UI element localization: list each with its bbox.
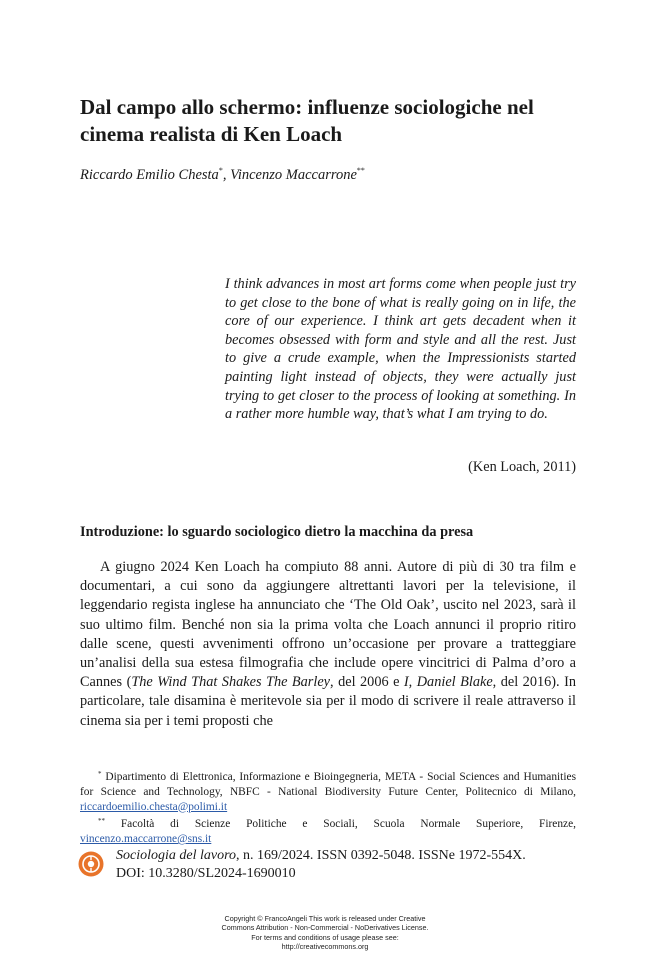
footnote-affiliation-1 bbox=[80, 767, 576, 814]
author-line bbox=[80, 166, 365, 184]
affiliation-marker: * bbox=[218, 166, 223, 175]
body-text-part: , del 2016). In particolare, tale disamina è meritevole sia per il modo di scrivere il reale attraverso il cinema sia per i temi proposti che bbox=[80, 674, 576, 729]
journal-citation bbox=[78, 847, 578, 883]
license-line: For terms and conditions of usage please see: bbox=[251, 932, 399, 942]
author-name: Riccardo Emilio Chesta bbox=[80, 167, 219, 183]
journal-line bbox=[116, 847, 578, 865]
license-line: Commons Attribution - Non-Commercial - NoDerivatives License. bbox=[221, 923, 429, 933]
journal-details: , n. 169/2024. ISSN 0392-5048. ISSNe 1972-554X. bbox=[236, 848, 526, 863]
epigraph-source: (Ken Loach, 2011) bbox=[468, 459, 576, 475]
footnote-text: Dipartimento di Elettronica, Informazione e Bioingegneria, META - Social Sciences and Humanities for Science and Technology, NBFC - National Biodiversity Future Center, Politecnico di Milano, bbox=[80, 771, 576, 798]
footnote-marker: * bbox=[98, 770, 102, 778]
footnote-affiliation-2 bbox=[80, 814, 576, 847]
article-title: Dal campo allo schermo: influenze sociologiche nel cinema realista di Ken Loach bbox=[80, 95, 534, 146]
footnote-marker: ** bbox=[98, 817, 105, 826]
journal-doi: DOI: 10.3280/SL2024-1690010 bbox=[116, 866, 296, 881]
license-line: Copyright © FrancoAngeli This work is released under Creative bbox=[224, 914, 426, 923]
license-url[interactable]: http://creativecommons.org bbox=[281, 942, 369, 952]
epigraph-quote: I think advances in most art forms come when people just try to get close to the bone of what is really going on in life, the core of our experience. I think art gets decadent when it becomes obsessed with form and style and all the rest. Just to give a crude example, when the Impressionists started painting light instead of objects, they were actually just trying to get closer to the process of looking at something. In a rather more humble way, that’s what I am trying to do. bbox=[225, 276, 576, 423]
email-link[interactable]: riccardoemilio.chesta@polimi.it bbox=[80, 800, 228, 813]
publisher-logo-icon bbox=[78, 851, 104, 877]
body-text-part: A giugno 2024 Ken Loach ha compiuto 88 anni. Autore di più di 30 tra film e documentari, a cui sono da aggiungere altrettanti lavori per la televisione, il leggendario regista inglese ha annunciato che ‘The Old Oak’, uscito nel 2023, sarà il suo ultimo film. Benché non sia la prima volta che Loach annunci il proprio ritiro dalle scene, questi avvenimenti offrono un’occasione per provare a tratteggiare un’analisi della sua estesa filmografia che include opere vincitrici di Palma d’oro a Cannes ( bbox=[80, 559, 576, 691]
email-link[interactable]: vincenzo.maccarrone@sns.it bbox=[80, 833, 212, 846]
film-title: The Wind That Shakes The Barley bbox=[131, 674, 331, 691]
body-paragraph bbox=[80, 558, 576, 731]
affiliation-marker: ** bbox=[356, 166, 365, 175]
footnotes bbox=[80, 767, 576, 847]
journal-name: Sociologia del lavoro bbox=[116, 848, 237, 863]
footnote-text: Facoltà di Scienze Politiche e Sociali, Scuola Normale Superiore, Firenze, bbox=[105, 818, 576, 831]
author-name: Vincenzo Maccarrone bbox=[230, 167, 357, 183]
section-heading: Introduzione: lo sguardo sociologico dietro la macchina da presa bbox=[80, 524, 474, 540]
body-text-part: , del 2006 e bbox=[330, 674, 404, 691]
author-separator: , bbox=[222, 167, 231, 183]
license-notice bbox=[0, 914, 650, 952]
film-title: I, Daniel Blake bbox=[403, 674, 493, 691]
